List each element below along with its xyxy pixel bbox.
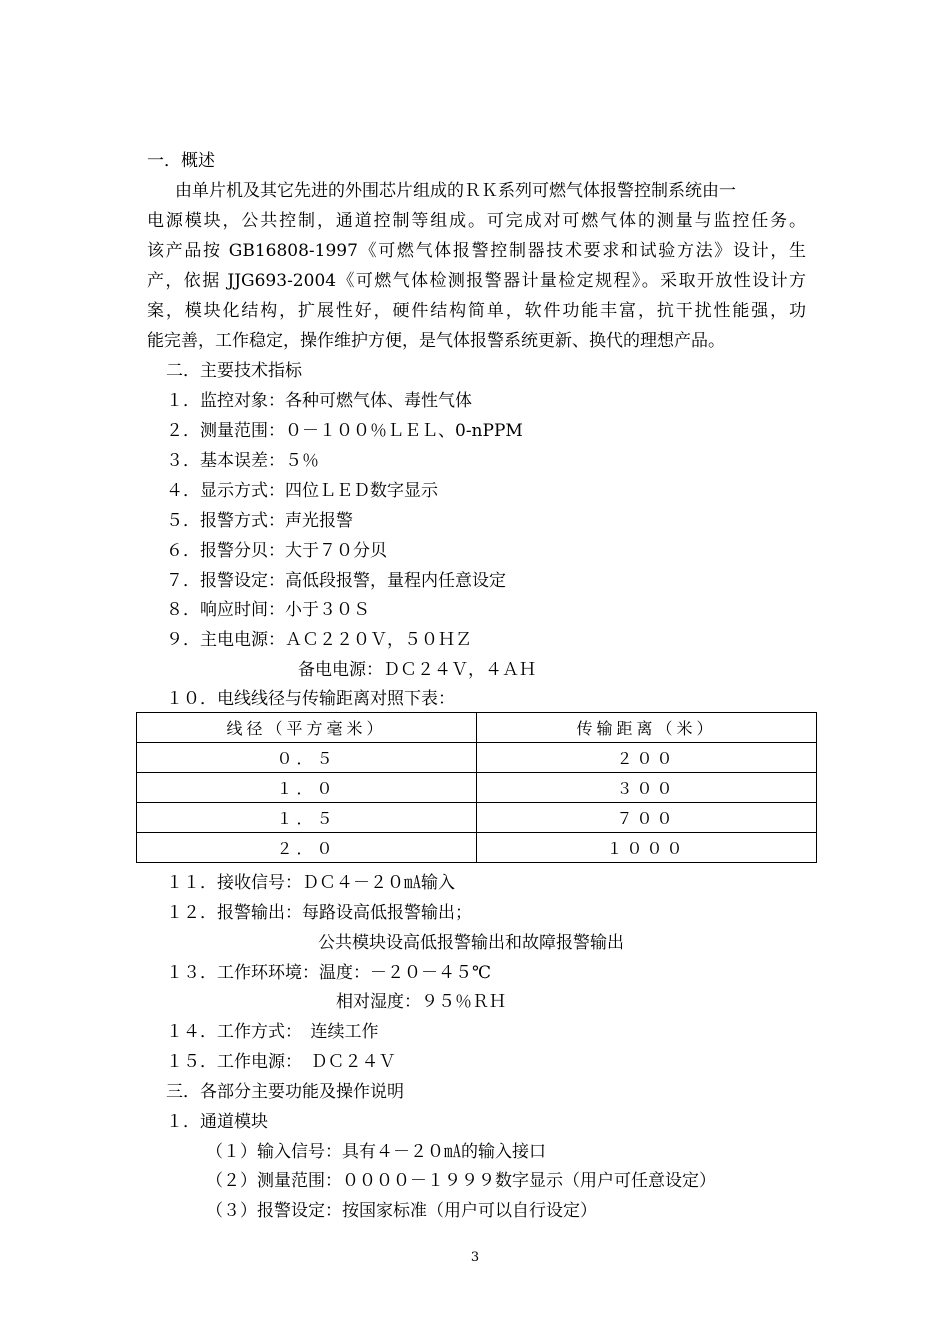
overview-paragraph-line: 电源模块，公共控制，通道控制等组成。可完成对可燃气体的测量与监控任务。	[147, 211, 806, 231]
channel-module-item: （３）报警设定：按国家标准（用户可以自行设定）	[206, 1201, 597, 1221]
spec-item: ２．测量范围：０－１００％ＬＥＬ、0-nPPM	[166, 421, 523, 441]
spec-item: １３．工作环环境：温度：－２０－４５℃	[166, 963, 492, 983]
overview-paragraph-line: 由单片机及其它先进的外围芯片组成的ＲＫ系列可燃气体报警控制系统由一	[175, 181, 736, 201]
section-heading-overview: 一．概述	[147, 151, 215, 171]
section-heading-functions: 三．各部分主要功能及操作说明	[166, 1082, 404, 1102]
channel-module-item: （１）输入信号：具有４－２０㎃的输入接口	[206, 1142, 546, 1162]
spec-item: ６．报警分贝：大于７０分贝	[166, 541, 387, 561]
spec-item: ４．显示方式：四位ＬＥＤ数字显示	[166, 481, 438, 501]
spec-item: １１．接收信号：ＤＣ４－２０㎃输入	[166, 873, 455, 893]
spec-item-continuation: 公共模块设高低报警输出和故障报警输出	[318, 933, 624, 953]
table-row	[137, 803, 817, 833]
channel-module-item: （２）测量范围：００００－１９９９数字显示（用户可任意设定）	[206, 1171, 716, 1191]
spec-item: １２．报警输出：每路设高低报警输出；	[166, 903, 472, 923]
spec-item: １５．工作电源： ＤＣ２４Ｖ	[166, 1052, 396, 1072]
subsection-heading: １．通道模块	[166, 1112, 268, 1132]
table-row	[137, 773, 817, 803]
overview-paragraph-line: 能完善，工作稳定，操作维护方便，是气体报警系统更新、换代的理想产品。	[147, 331, 725, 351]
table-row	[137, 743, 817, 773]
table-cell: ３００	[477, 773, 817, 803]
spec-item: ７．报警设定：高低段报警，量程内任意设定	[166, 571, 506, 591]
spec-item-continuation: 相对湿度：９５％ＲＨ	[336, 992, 506, 1012]
page-number: 3	[470, 1250, 480, 1265]
spec-item: １４．工作方式： 连续工作	[166, 1022, 379, 1042]
spec-item: １０．电线线径与传输距离对照下表：	[166, 689, 455, 709]
overview-paragraph-line: 产，依据 JJG693-2004《可燃气体检测报警器计量检定规程》。采取开放性设计方	[147, 271, 806, 291]
overview-paragraph-line: 案，模块化结构，扩展性好，硬件结构简单，软件功能丰富，抗干扰性能强，功	[147, 301, 806, 321]
table-row	[137, 833, 817, 863]
section-heading-specs: 二．主要技术指标	[166, 361, 302, 381]
spec-item-continuation: 备电电源：ＤＣ２４Ｖ，４ＡＨ	[298, 660, 536, 680]
table-cell: ０．５	[137, 743, 477, 773]
table-cell: １０００	[477, 833, 817, 863]
table-cell: １．０	[137, 773, 477, 803]
spec-item: １．监控对象：各种可燃气体、毒性气体	[166, 391, 472, 411]
table-header-cell: 传输距离（米）	[477, 713, 817, 743]
spec-item: ５．报警方式：声光报警	[166, 511, 353, 531]
spec-item: ８．响应时间：小于３０Ｓ	[166, 600, 370, 620]
table-cell: １．５	[137, 803, 477, 833]
table-cell: ２．０	[137, 833, 477, 863]
table-header-row	[137, 713, 817, 743]
table-cell: ７００	[477, 803, 817, 833]
spec-item: ３．基本误差：５％	[166, 451, 319, 471]
table-cell: ２００	[477, 743, 817, 773]
table-header-cell: 线径（平方毫米）	[137, 713, 477, 743]
spec-item: ９．主电电源：ＡＣ２２０Ｖ，５０ＨＺ	[166, 630, 472, 650]
wire-distance-table	[136, 712, 817, 863]
overview-paragraph-line: 该产品按 GB16808-1997《可燃气体报警控制器技术要求和试验方法》设计，生	[147, 241, 806, 261]
